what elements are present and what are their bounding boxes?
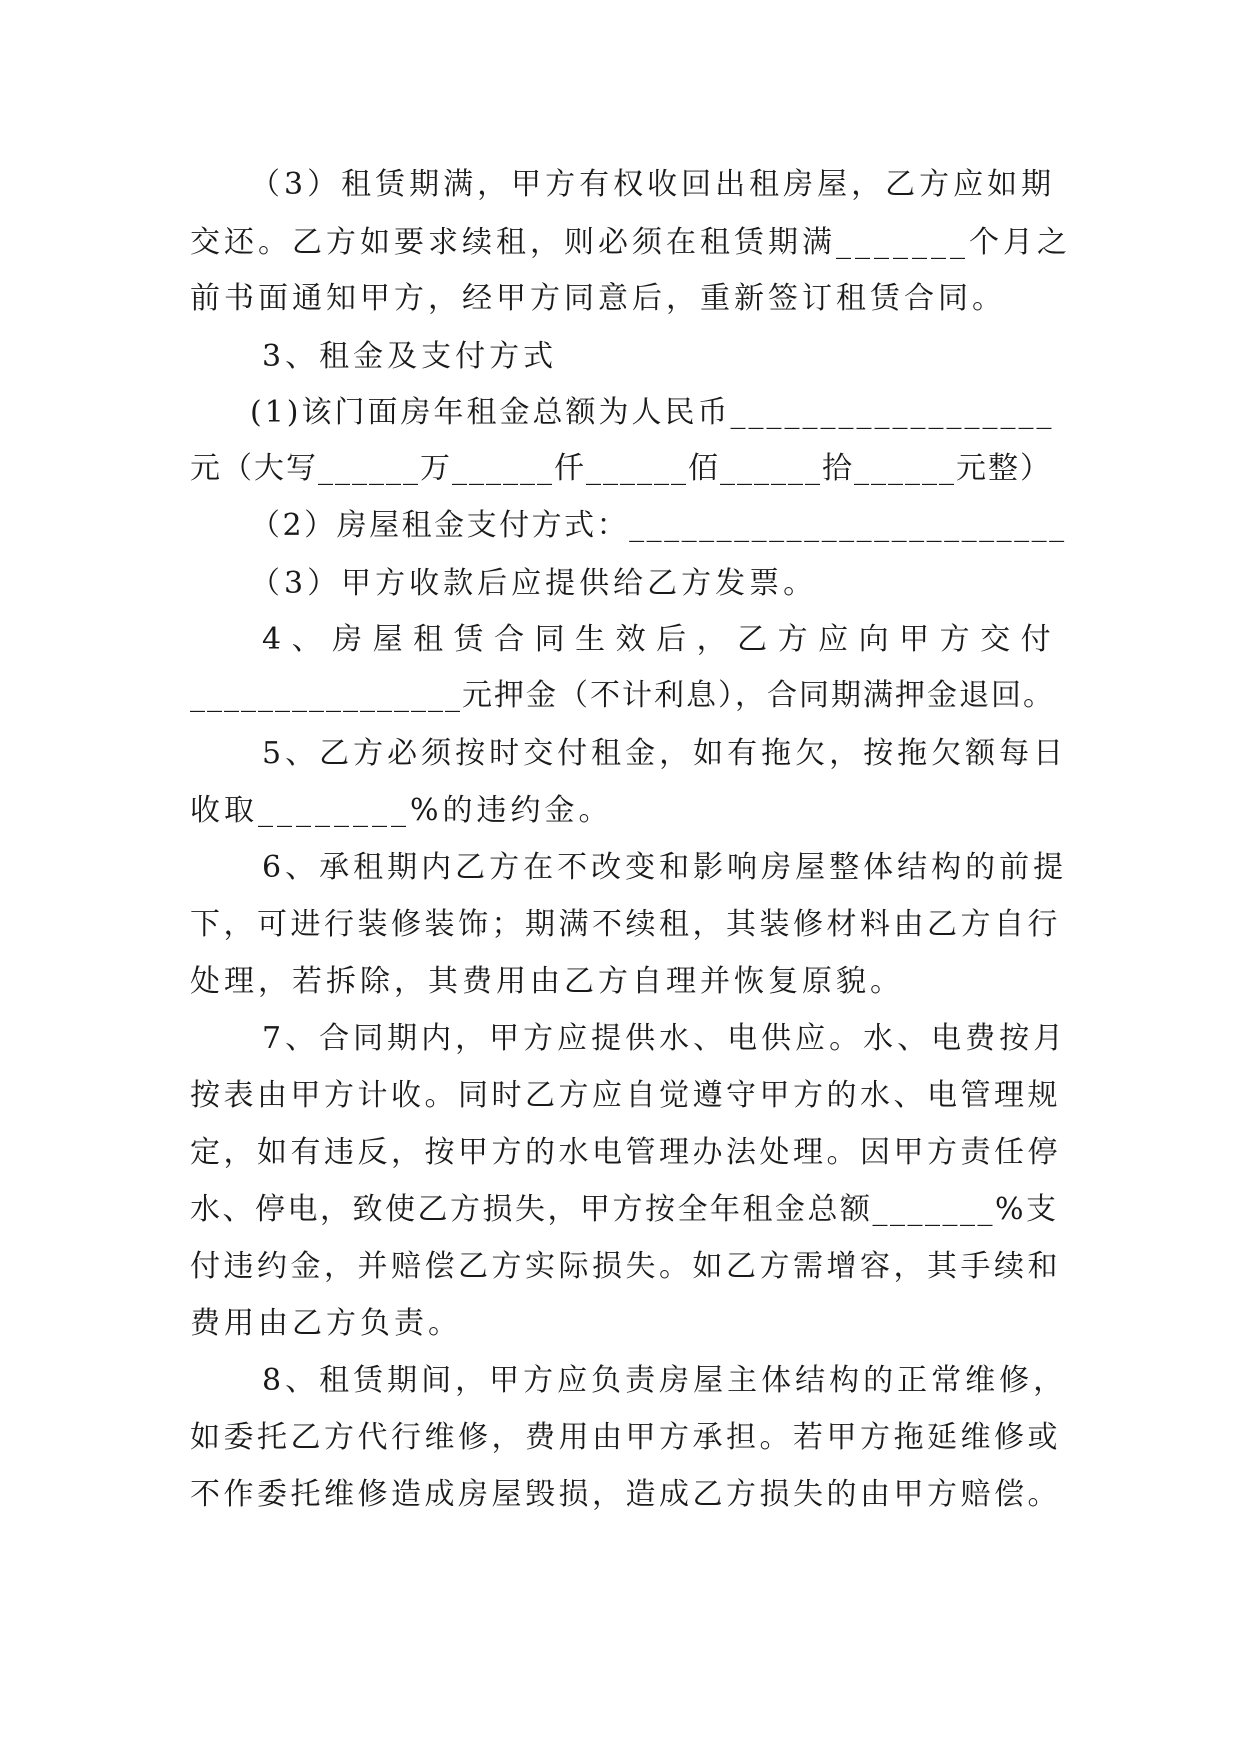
text-line: 处理，若拆除，其费用由乙方自理并恢复原貌。: [190, 964, 904, 999]
text-line: 4、房屋租赁合同生效后，乙方应向甲方交付: [262, 622, 1062, 657]
text-line: （2）房屋租金支付方式：_________________________: [250, 508, 1067, 543]
text-line: （3）租赁期满，甲方有权收回出租房屋，乙方应如期: [250, 167, 1056, 202]
text-line: ________________元押金（不计利息），合同期满押金退回。: [190, 678, 1055, 713]
text-line: 定，如有违反，按甲方的水电管理办法处理。因甲方责任停: [190, 1135, 1061, 1170]
text-line: 水、停电，致使乙方损失，甲方按全年租金总额_______%支: [190, 1192, 1059, 1227]
text-line: 不作委托维修造成房屋毁损，造成乙方损失的由甲方赔偿。: [190, 1477, 1061, 1512]
text-line: 前书面通知甲方，经甲方同意后，重新签订租赁合同。: [190, 281, 1006, 316]
text-line: 下，可进行装修装饰；期满不续租，其装修材料由乙方自行: [190, 907, 1061, 942]
text-line: 费用由乙方负责。: [190, 1306, 462, 1341]
text-line: 按表由甲方计收。同时乙方应自觉遵守甲方的水、电管理规: [190, 1078, 1061, 1113]
text-line: 收取________%的违约金。: [190, 793, 613, 828]
text-line: 7、合同期内，甲方应提供水、电供应。水、电费按月: [262, 1021, 1068, 1056]
text-line: 元（大写______万______仟______佰______拾______元整）: [190, 451, 1052, 486]
text-line: 5、乙方必须按时交付租金，如有拖欠，按拖欠额每日: [262, 736, 1068, 771]
text-line: 6、承租期内乙方在不改变和影响房屋整体结构的前提: [262, 850, 1068, 885]
text-line: (1)该门面房年租金总额为人民币__________________: [250, 395, 1055, 430]
section-heading: 3、租金及支付方式: [262, 339, 558, 374]
text-line: 8、租赁期间，甲方应负责房屋主体结构的正常维修，: [262, 1363, 1068, 1398]
text-line: 交还。乙方如要求续租，则必须在租赁期满_______个月之: [190, 225, 1071, 260]
text-line: （3）甲方收款后应提供给乙方发票。: [250, 566, 818, 601]
text-line: 付违约金，并赔偿乙方实际损失。如乙方需增容，其手续和: [190, 1249, 1061, 1284]
text-line: 如委托乙方代行维修，费用由甲方承担。若甲方拖延维修或: [190, 1420, 1061, 1455]
